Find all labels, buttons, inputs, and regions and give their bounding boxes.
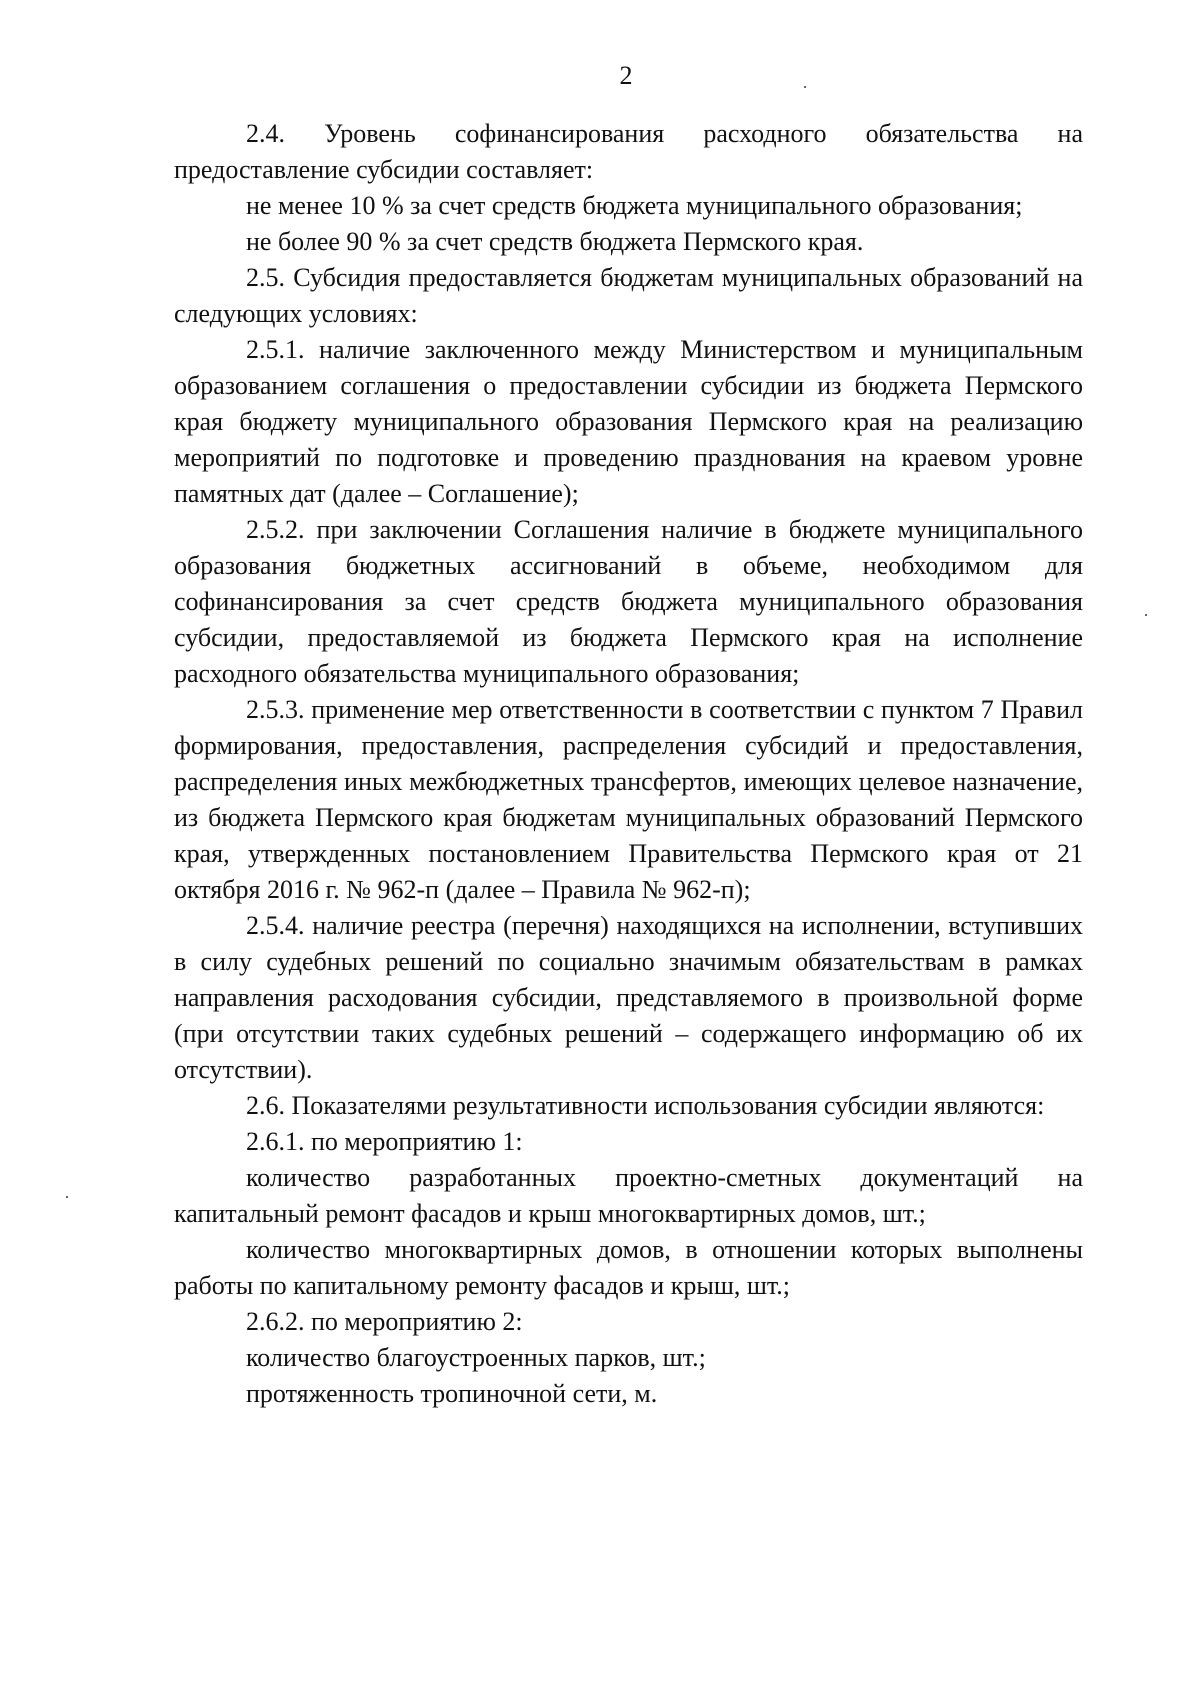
paragraph-2-6-2: 2.6.2. по мероприятию 2:	[246, 1307, 523, 1336]
paragraph-2-4-max: не более 90 % за счет средств бюджета Пермского края.	[246, 227, 864, 256]
scan-speck	[1145, 614, 1147, 616]
paragraph-2-4-min: не менее 10 % за счет средств бюджета муниципального образования;	[246, 191, 1023, 220]
paragraph-2-5-1: 2.5.1. наличие заключенного между Министерством и муниципальным образованием соглашения о предоставлении субсидии из бюджета Пермского края бюджету муниципального образования Пермского края на реализацию мероприятий по подготовке и проведению празднования на краевом уровне памятных дат (далее – Соглашение);	[174, 335, 1083, 508]
scan-speck	[804, 86, 806, 88]
paragraph-2-6-2-paths: протяженность тропиночной сети, м.	[246, 1379, 658, 1408]
scan-speck	[66, 1196, 68, 1198]
paragraph-2-6: 2.6. Показателями результативности использования субсидии являются:	[246, 1091, 1045, 1120]
paragraph-2-6-1: 2.6.1. по мероприятию 1:	[246, 1127, 523, 1156]
paragraph-2-5-2: 2.5.2. при заключении Соглашения наличие в бюджете муниципального образования бюджетных ассигнований в объеме, необходимом для софинансирования за счет средств бюджета муниципального образования субсидии, предоставляемой из бюджета Пермского края на исполнение расходного обязательства муниципального образования;	[174, 515, 1083, 688]
paragraph-2-6-1-houses: количество многоквартирных домов, в отношении которых выполнены работы по капитальному ремонту фасадов и крыш, шт.;	[174, 1235, 1083, 1300]
paragraph-2-5-4: 2.5.4. наличие реестра (перечня) находящихся на исполнении, вступивших в силу судебных решений по социально значимым обязательствам в рамках направления расходования субсидии, представляемого в произвольной форме (при отсутствии таких судебных решений – содержащего информацию об их отсутствии).	[174, 911, 1083, 1084]
paragraph-2-5-3: 2.5.3. применение мер ответственности в соответствии с пунктом 7 Правил формирования, предоставления, распределения субсидий и предоставления, распределения иных межбюджетных трансфертов, имеющих целевое назначение, из бюджета Пермского края бюджетам муниципальных образований Пермского края, утвержденных постановлением Правительства Пермского края от 21 октября 2016 г. № 962-п (далее – Правила № 962-п);	[174, 695, 1083, 904]
paragraph-2-6-1-design-docs: количество разработанных проектно-сметных документаций на капитальный ремонт фасадов и крыш многоквартирных домов, шт.;	[174, 1163, 1083, 1228]
document-body	[174, 116, 1083, 1412]
paragraph-2-6-2-parks: количество благоустроенных парков, шт.;	[246, 1343, 706, 1372]
page-number: 2	[619, 61, 633, 90]
paragraph-2-5: 2.5. Субсидия предоставляется бюджетам муниципальных образований на следующих условиях:	[174, 263, 1083, 328]
paragraph-2-4: 2.4. Уровень софинансирования расходного обязательства на предоставление субсидии составляет:	[174, 119, 1083, 184]
